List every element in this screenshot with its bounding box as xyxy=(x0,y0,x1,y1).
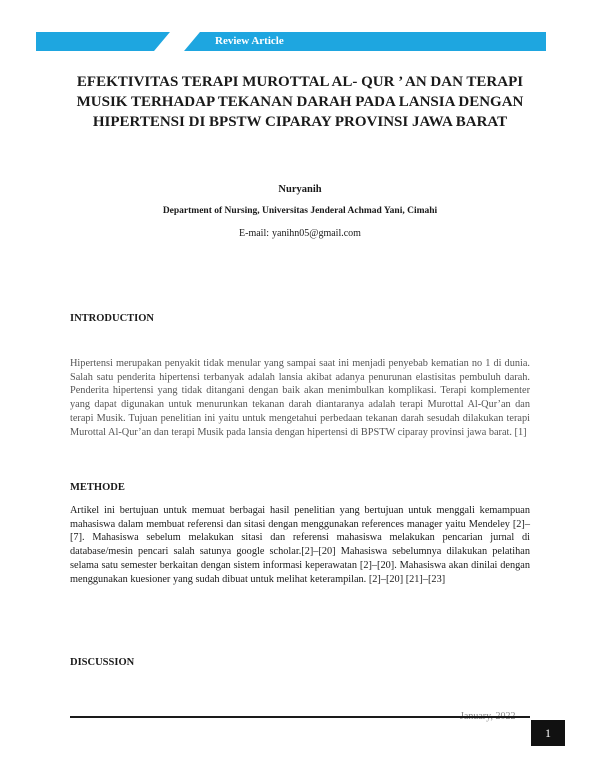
methode-paragraph: Artikel ini bertujuan untuk memuat berbagai hasil penelitian yang bertujuan untuk menggali kemampuan mahasiswa dalam membuat referensi dan sitasi dengan menggunakan references manager yaitu Mendeley [2]–[7]. Mahasiswa sebelum melakukan sitasi dan referensi mahasiswa melakukan pencarian jurnal di database/mesin pencari salah satunya google scholar.[2]–[20] Mahasiswa sebelumnya dilakukan pelatihan selama satu semester berkaitan dengan sistem informasi keperawatan [2]–[20]. Mahasiswa akan dinilai dengan menggunakan kuesioner yang sudah dibuat untuk melihat keterampilan. [2]–[20] [21]–[23] xyxy=(70,505,530,585)
email-label: E-mail: xyxy=(239,228,270,239)
footer-divider xyxy=(70,716,530,718)
page-number: 1 xyxy=(531,720,565,746)
author-affiliation: Department of Nursing, Universitas Jenderal Achmad Yani, Cimahi xyxy=(162,206,438,216)
discussion-heading: DISCUSSION xyxy=(70,657,135,668)
article-type-label: Review Article xyxy=(215,35,284,47)
header-notch-decoration xyxy=(154,32,200,51)
author-email xyxy=(0,228,600,239)
introduction-heading: INTRODUCTION xyxy=(70,313,155,324)
email-address[interactable]: yanihn05@gmail.com xyxy=(272,228,361,239)
methode-heading: METHODE xyxy=(70,482,125,493)
introduction-paragraph: Hipertensi merupakan penyakit tidak menular yang sampai saat ini menjadi penyebab kematian no 1 di dunia. Salah satu penderita hipertensi terbanyak adalah lansia akibat adanya penurunan elastisitas pembuluh darah. Penderita hipertensi yang tidak ditangani dengan baik akan menimbulkan komplikasi. Terapi komplementer yang dapat digunakan untuk menurunkan tekanan darah diantaranya adalah terapi Murottal Al-Qur’an dan terapi Musik. Tujuan penelitian ini yaitu untuk mengetahui perbedaan tekanan darah sesudah dilakukan terapi Murottal Al-Qur’an dan terapi Musik pada lansia dengan hipertensi di BPSTW ciparay provinsi jawa barat. [1] xyxy=(70,358,530,438)
header-bar xyxy=(36,32,546,51)
paper-title: EFEKTIVITAS TERAPI MUROTTAL AL- QUR ’ AN DAN TERAPI MUSIK TERHADAP TEKANAN DARAH PADA LANSIA DENGAN HIPERTENSI DI BPSTW CIPARAY PROVINSI JAWA BARAT xyxy=(76,74,524,130)
author-name: Nuryanih xyxy=(278,184,322,195)
